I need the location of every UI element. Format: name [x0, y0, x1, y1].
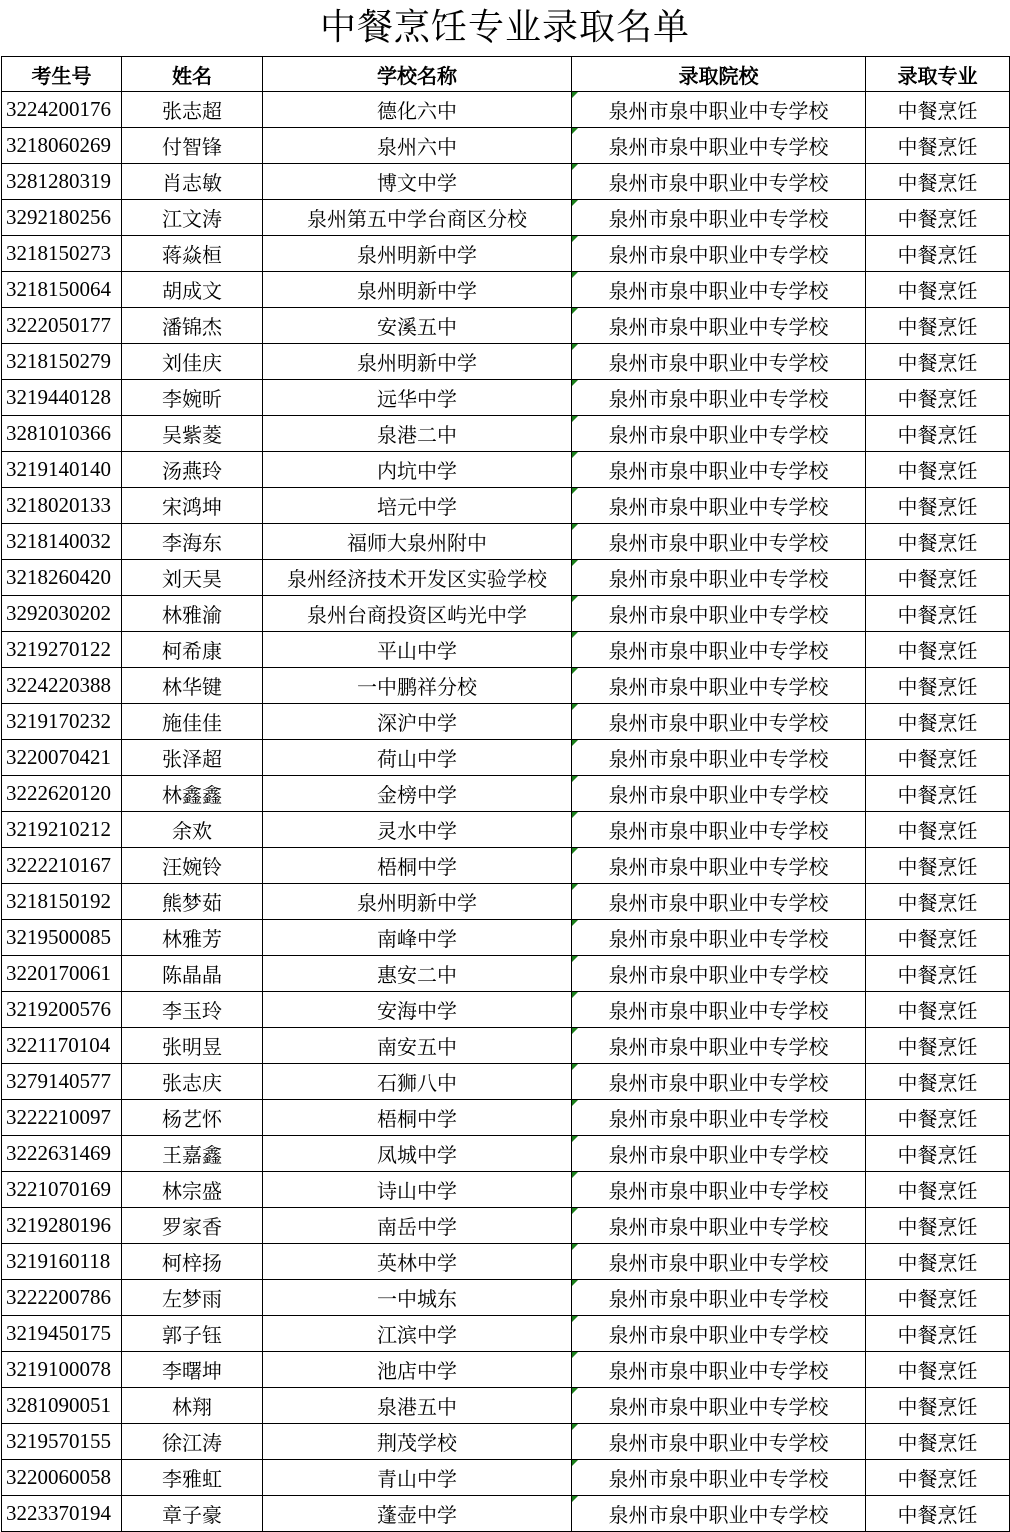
- cell-name: 林雅芳: [122, 920, 263, 956]
- cell-admitting-school: 泉州市泉中职业中专学校: [572, 380, 866, 416]
- cell-major: 中餐烹饪: [866, 1172, 1010, 1208]
- cell-major: 中餐烹饪: [866, 1496, 1010, 1532]
- cell-school: 泉州第五中学台商区分校: [263, 200, 572, 236]
- cell-name: 潘锦杰: [122, 308, 263, 344]
- table-row: [2, 1064, 1010, 1100]
- cell-name: 王嘉鑫: [122, 1136, 263, 1172]
- table-row: [2, 776, 1010, 812]
- table-row: [2, 308, 1010, 344]
- cell-candidate-id: 3220170061: [2, 956, 122, 992]
- cell-admitting-school: 泉州市泉中职业中专学校: [572, 236, 866, 272]
- cell-candidate-id: 3219500085: [2, 920, 122, 956]
- table-row: [2, 344, 1010, 380]
- cell-candidate-id: 3224220388: [2, 668, 122, 704]
- cell-name: 汤燕玲: [122, 452, 263, 488]
- cell-name: 宋鸿坤: [122, 488, 263, 524]
- cell-admitting-school: 泉州市泉中职业中专学校: [572, 1136, 866, 1172]
- cell-candidate-id: 3219140140: [2, 452, 122, 488]
- cell-major: 中餐烹饪: [866, 200, 1010, 236]
- cell-major: 中餐烹饪: [866, 164, 1010, 200]
- cell-name: 李曙坤: [122, 1352, 263, 1388]
- cell-admitting-school: 泉州市泉中职业中专学校: [572, 704, 866, 740]
- cell-candidate-id: 3222050177: [2, 308, 122, 344]
- cell-admitting-school: 泉州市泉中职业中专学校: [572, 164, 866, 200]
- cell-school: 泉州明新中学: [263, 884, 572, 920]
- table-row: [2, 200, 1010, 236]
- cell-major: 中餐烹饪: [866, 920, 1010, 956]
- table-row: [2, 1460, 1010, 1496]
- table-row: [2, 272, 1010, 308]
- table-row: [2, 920, 1010, 956]
- cell-school: 内坑中学: [263, 452, 572, 488]
- cell-admitting-school: 泉州市泉中职业中专学校: [572, 884, 866, 920]
- cell-major: 中餐烹饪: [866, 1100, 1010, 1136]
- cell-candidate-id: 3281280319: [2, 164, 122, 200]
- table-row: [2, 524, 1010, 560]
- cell-school: 深沪中学: [263, 704, 572, 740]
- cell-admitting-school: 泉州市泉中职业中专学校: [572, 1100, 866, 1136]
- cell-school: 泉州明新中学: [263, 344, 572, 380]
- table-row: [2, 1496, 1010, 1532]
- cell-major: 中餐烹饪: [866, 1316, 1010, 1352]
- cell-candidate-id: 3219440128: [2, 380, 122, 416]
- cell-candidate-id: 3222200786: [2, 1280, 122, 1316]
- cell-candidate-id: 3219170232: [2, 704, 122, 740]
- cell-admitting-school: 泉州市泉中职业中专学校: [572, 1352, 866, 1388]
- cell-admitting-school: 泉州市泉中职业中专学校: [572, 776, 866, 812]
- cell-school: 博文中学: [263, 164, 572, 200]
- cell-name: 柯希康: [122, 632, 263, 668]
- cell-admitting-school: 泉州市泉中职业中专学校: [572, 992, 866, 1028]
- cell-name: 林鑫鑫: [122, 776, 263, 812]
- cell-name: 郭子钰: [122, 1316, 263, 1352]
- cell-name: 林宗盛: [122, 1172, 263, 1208]
- table-row: [2, 128, 1010, 164]
- table-row: [2, 1208, 1010, 1244]
- cell-school: 泉州经济技术开发区实验学校: [263, 560, 572, 596]
- cell-candidate-id: 3218260420: [2, 560, 122, 596]
- cell-candidate-id: 3222210167: [2, 848, 122, 884]
- cell-major: 中餐烹饪: [866, 416, 1010, 452]
- cell-candidate-id: 3219570155: [2, 1424, 122, 1460]
- cell-major: 中餐烹饪: [866, 128, 1010, 164]
- cell-school: 金榜中学: [263, 776, 572, 812]
- cell-name: 左梦雨: [122, 1280, 263, 1316]
- table-row: [2, 1136, 1010, 1172]
- cell-school: 泉港二中: [263, 416, 572, 452]
- table-row: [2, 1172, 1010, 1208]
- cell-admitting-school: 泉州市泉中职业中专学校: [572, 1064, 866, 1100]
- table-row: [2, 1388, 1010, 1424]
- table-row: [2, 1424, 1010, 1460]
- cell-school: 平山中学: [263, 632, 572, 668]
- cell-major: 中餐烹饪: [866, 1352, 1010, 1388]
- cell-major: 中餐烹饪: [866, 1064, 1010, 1100]
- cell-admitting-school: 泉州市泉中职业中专学校: [572, 1028, 866, 1064]
- cell-school: 石狮八中: [263, 1064, 572, 1100]
- table-row: [2, 92, 1010, 128]
- cell-name: 章子豪: [122, 1496, 263, 1532]
- cell-candidate-id: 3218150192: [2, 884, 122, 920]
- cell-name: 施佳佳: [122, 704, 263, 740]
- col-header-major: 录取专业: [866, 57, 1010, 92]
- cell-name: 林翔: [122, 1388, 263, 1424]
- cell-admitting-school: 泉州市泉中职业中专学校: [572, 344, 866, 380]
- cell-name: 罗家香: [122, 1208, 263, 1244]
- cell-major: 中餐烹饪: [866, 560, 1010, 596]
- cell-school: 安溪五中: [263, 308, 572, 344]
- cell-school: 荆茂学校: [263, 1424, 572, 1460]
- cell-name: 柯梓扬: [122, 1244, 263, 1280]
- cell-admitting-school: 泉州市泉中职业中专学校: [572, 740, 866, 776]
- cell-candidate-id: 3281010366: [2, 416, 122, 452]
- table-row: [2, 1028, 1010, 1064]
- cell-school: 泉州六中: [263, 128, 572, 164]
- cell-major: 中餐烹饪: [866, 1460, 1010, 1496]
- cell-major: 中餐烹饪: [866, 524, 1010, 560]
- cell-admitting-school: 泉州市泉中职业中专学校: [572, 1424, 866, 1460]
- cell-school: 荷山中学: [263, 740, 572, 776]
- cell-name: 张明昱: [122, 1028, 263, 1064]
- col-header-name: 姓名: [122, 57, 263, 92]
- cell-major: 中餐烹饪: [866, 776, 1010, 812]
- page-title: 中餐烹饪专业录取名单: [319, 7, 690, 48]
- cell-admitting-school: 泉州市泉中职业中专学校: [572, 92, 866, 128]
- cell-major: 中餐烹饪: [866, 1136, 1010, 1172]
- cell-major: 中餐烹饪: [866, 740, 1010, 776]
- cell-admitting-school: 泉州市泉中职业中专学校: [572, 488, 866, 524]
- cell-major: 中餐烹饪: [866, 992, 1010, 1028]
- cell-admitting-school: 泉州市泉中职业中专学校: [572, 308, 866, 344]
- cell-school: 远华中学: [263, 380, 572, 416]
- cell-admitting-school: 泉州市泉中职业中专学校: [572, 632, 866, 668]
- cell-school: 诗山中学: [263, 1172, 572, 1208]
- cell-major: 中餐烹饪: [866, 380, 1010, 416]
- col-header-school: 学校名称: [263, 57, 572, 92]
- cell-school: 蓬壶中学: [263, 1496, 572, 1532]
- header-row: [2, 57, 1010, 92]
- cell-candidate-id: 3219280196: [2, 1208, 122, 1244]
- cell-major: 中餐烹饪: [866, 812, 1010, 848]
- cell-candidate-id: 3219160118: [2, 1244, 122, 1280]
- table-row: [2, 740, 1010, 776]
- cell-name: 刘佳庆: [122, 344, 263, 380]
- cell-school: 梧桐中学: [263, 1100, 572, 1136]
- cell-name: 肖志敏: [122, 164, 263, 200]
- cell-admitting-school: 泉州市泉中职业中专学校: [572, 1244, 866, 1280]
- table-row: [2, 1244, 1010, 1280]
- cell-major: 中餐烹饪: [866, 956, 1010, 992]
- cell-candidate-id: 3219100078: [2, 1352, 122, 1388]
- cell-school: 灵水中学: [263, 812, 572, 848]
- table-row: [2, 848, 1010, 884]
- cell-admitting-school: 泉州市泉中职业中专学校: [572, 1208, 866, 1244]
- cell-admitting-school: 泉州市泉中职业中专学校: [572, 1460, 866, 1496]
- cell-name: 林华键: [122, 668, 263, 704]
- cell-school: 凤城中学: [263, 1136, 572, 1172]
- cell-school: 池店中学: [263, 1352, 572, 1388]
- cell-admitting-school: 泉州市泉中职业中专学校: [572, 1388, 866, 1424]
- cell-name: 张志超: [122, 92, 263, 128]
- cell-school: 英林中学: [263, 1244, 572, 1280]
- table-row: [2, 1316, 1010, 1352]
- cell-name: 付智锋: [122, 128, 263, 164]
- cell-major: 中餐烹饪: [866, 1424, 1010, 1460]
- table-row: [2, 560, 1010, 596]
- cell-candidate-id: 3222631469: [2, 1136, 122, 1172]
- cell-school: 泉州台商投资区屿光中学: [263, 596, 572, 632]
- cell-name: 熊梦茹: [122, 884, 263, 920]
- table-row: [2, 236, 1010, 272]
- cell-candidate-id: 3218150273: [2, 236, 122, 272]
- cell-major: 中餐烹饪: [866, 452, 1010, 488]
- cell-major: 中餐烹饪: [866, 488, 1010, 524]
- cell-major: 中餐烹饪: [866, 308, 1010, 344]
- cell-candidate-id: 3219200576: [2, 992, 122, 1028]
- cell-school: 福师大泉州附中: [263, 524, 572, 560]
- cell-school: 泉州明新中学: [263, 272, 572, 308]
- cell-admitting-school: 泉州市泉中职业中专学校: [572, 812, 866, 848]
- cell-name: 陈晶晶: [122, 956, 263, 992]
- cell-admitting-school: 泉州市泉中职业中专学校: [572, 272, 866, 308]
- cell-school: 一中城东: [263, 1280, 572, 1316]
- cell-major: 中餐烹饪: [866, 704, 1010, 740]
- table-row: [2, 704, 1010, 740]
- table-row: [2, 632, 1010, 668]
- cell-admitting-school: 泉州市泉中职业中专学校: [572, 1172, 866, 1208]
- cell-admitting-school: 泉州市泉中职业中专学校: [572, 1496, 866, 1532]
- cell-name: 汪婉铃: [122, 848, 263, 884]
- cell-name: 吴紫菱: [122, 416, 263, 452]
- cell-admitting-school: 泉州市泉中职业中专学校: [572, 956, 866, 992]
- cell-admitting-school: 泉州市泉中职业中专学校: [572, 416, 866, 452]
- cell-school: 泉州明新中学: [263, 236, 572, 272]
- cell-candidate-id: 3218150064: [2, 272, 122, 308]
- cell-name: 蒋焱桓: [122, 236, 263, 272]
- cell-candidate-id: 3222620120: [2, 776, 122, 812]
- cell-admitting-school: 泉州市泉中职业中专学校: [572, 200, 866, 236]
- cell-admitting-school: 泉州市泉中职业中专学校: [572, 1316, 866, 1352]
- cell-name: 胡成文: [122, 272, 263, 308]
- table-row: [2, 416, 1010, 452]
- cell-candidate-id: 3292030202: [2, 596, 122, 632]
- table-row: [2, 956, 1010, 992]
- cell-major: 中餐烹饪: [866, 848, 1010, 884]
- cell-major: 中餐烹饪: [866, 632, 1010, 668]
- table-row: [2, 1280, 1010, 1316]
- cell-candidate-id: 3281090051: [2, 1388, 122, 1424]
- table-row: [2, 164, 1010, 200]
- cell-candidate-id: 3219450175: [2, 1316, 122, 1352]
- cell-major: 中餐烹饪: [866, 1028, 1010, 1064]
- cell-candidate-id: 3221170104: [2, 1028, 122, 1064]
- col-header-admitting-school: 录取院校: [572, 57, 866, 92]
- cell-school: 德化六中: [263, 92, 572, 128]
- table-row: [2, 488, 1010, 524]
- cell-candidate-id: 3221070169: [2, 1172, 122, 1208]
- cell-candidate-id: 3218150279: [2, 344, 122, 380]
- cell-candidate-id: 3218060269: [2, 128, 122, 164]
- table-row: [2, 992, 1010, 1028]
- cell-name: 徐江涛: [122, 1424, 263, 1460]
- cell-major: 中餐烹饪: [866, 1388, 1010, 1424]
- cell-name: 李海东: [122, 524, 263, 560]
- cell-name: 李玉玲: [122, 992, 263, 1028]
- cell-school: 南安五中: [263, 1028, 572, 1064]
- cell-admitting-school: 泉州市泉中职业中专学校: [572, 920, 866, 956]
- cell-school: 安海中学: [263, 992, 572, 1028]
- cell-candidate-id: 3219210212: [2, 812, 122, 848]
- cell-candidate-id: 3220070421: [2, 740, 122, 776]
- cell-name: 李雅虹: [122, 1460, 263, 1496]
- cell-major: 中餐烹饪: [866, 1280, 1010, 1316]
- cell-major: 中餐烹饪: [866, 668, 1010, 704]
- table-row: [2, 596, 1010, 632]
- table-row: [2, 1352, 1010, 1388]
- cell-name: 张志庆: [122, 1064, 263, 1100]
- cell-admitting-school: 泉州市泉中职业中专学校: [572, 560, 866, 596]
- table-row: [2, 812, 1010, 848]
- cell-candidate-id: 3223370194: [2, 1496, 122, 1532]
- cell-admitting-school: 泉州市泉中职业中专学校: [572, 1280, 866, 1316]
- cell-major: 中餐烹饪: [866, 92, 1010, 128]
- table-body: [2, 92, 1010, 1532]
- cell-major: 中餐烹饪: [866, 272, 1010, 308]
- cell-name: 刘天昊: [122, 560, 263, 596]
- cell-admitting-school: 泉州市泉中职业中专学校: [572, 452, 866, 488]
- cell-major: 中餐烹饪: [866, 596, 1010, 632]
- cell-school: 南峰中学: [263, 920, 572, 956]
- cell-school: 培元中学: [263, 488, 572, 524]
- cell-name: 张泽超: [122, 740, 263, 776]
- cell-major: 中餐烹饪: [866, 1244, 1010, 1280]
- cell-school: 惠安二中: [263, 956, 572, 992]
- cell-name: 杨艺怀: [122, 1100, 263, 1136]
- cell-name: 林雅渝: [122, 596, 263, 632]
- cell-candidate-id: 3292180256: [2, 200, 122, 236]
- cell-school: 一中鹏祥分校: [263, 668, 572, 704]
- admission-table: [1, 56, 1010, 1532]
- table-row: [2, 380, 1010, 416]
- cell-candidate-id: 3218140032: [2, 524, 122, 560]
- cell-name: 李婉昕: [122, 380, 263, 416]
- cell-major: 中餐烹饪: [866, 884, 1010, 920]
- cell-candidate-id: 3220060058: [2, 1460, 122, 1496]
- col-header-candidate-id: 考生号: [2, 57, 122, 92]
- cell-admitting-school: 泉州市泉中职业中专学校: [572, 524, 866, 560]
- cell-candidate-id: 3222210097: [2, 1100, 122, 1136]
- cell-school: 江滨中学: [263, 1316, 572, 1352]
- cell-candidate-id: 3219270122: [2, 632, 122, 668]
- table-row: [2, 668, 1010, 704]
- cell-candidate-id: 3224200176: [2, 92, 122, 128]
- cell-admitting-school: 泉州市泉中职业中专学校: [572, 128, 866, 164]
- cell-name: 江文涛: [122, 200, 263, 236]
- cell-admitting-school: 泉州市泉中职业中专学校: [572, 596, 866, 632]
- cell-school: 梧桐中学: [263, 848, 572, 884]
- cell-school: 青山中学: [263, 1460, 572, 1496]
- cell-name: 余欢: [122, 812, 263, 848]
- cell-candidate-id: 3218020133: [2, 488, 122, 524]
- table-row: [2, 884, 1010, 920]
- table-row: [2, 1100, 1010, 1136]
- cell-school: 南岳中学: [263, 1208, 572, 1244]
- cell-admitting-school: 泉州市泉中职业中专学校: [572, 848, 866, 884]
- cell-major: 中餐烹饪: [866, 236, 1010, 272]
- cell-school: 泉港五中: [263, 1388, 572, 1424]
- cell-major: 中餐烹饪: [866, 344, 1010, 380]
- cell-candidate-id: 3279140577: [2, 1064, 122, 1100]
- table-row: [2, 452, 1010, 488]
- cell-admitting-school: 泉州市泉中职业中专学校: [572, 668, 866, 704]
- cell-major: 中餐烹饪: [866, 1208, 1010, 1244]
